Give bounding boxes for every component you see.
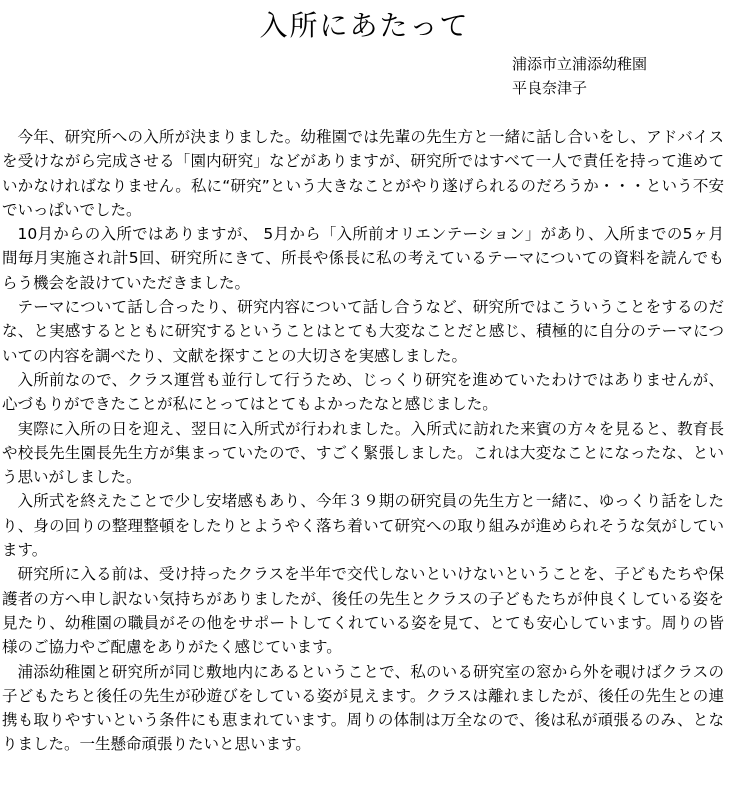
document-title: 入所にあたって	[259, 9, 470, 42]
paragraph: 浦添幼稚園と研究所が同じ敷地内にあるということで、私のいる研究室の窓から外を覗けばクラスの子どもたちと後任の先生が砂遊びをしている姿が見えます。クラスは離れましたが、後任の先生との連携も取りやすいという条件にも恵まれています。周りの体制は万全なので、後は私が頑張るのみ、となりました。一生懸命頑張りたいと思います。	[2, 662, 724, 754]
paragraph: 実際に入所の日を迎え、翌日に入所式が行われました。入所式に訪れた来賓の方々を見ると、教育長や校長先生園長先生方が集まっていたので、すごく緊張しました。これは大変なことになったな、という思いがしました。	[2, 419, 724, 487]
paragraph: 今年、研究所への入所が決まりました。幼稚園では先輩の先生方と一緒に話し合いをし、アドバイスを受けながら完成させる「園内研究」などがありますが、研究所ではすべて一人で責任を持って進めていかなければなりません。私に“研究”という大きなことがやり遂げられるのだろうか・・・という不安でいっぱいでした。	[2, 128, 724, 219]
author-name: 平良奈津子	[512, 79, 588, 97]
paragraph: 入所前なので、クラス運営も並行して行うため、じっくり研究を進めていたわけではありませんが、心づもりができたことが私にとってはとてもよかったなと感じました。	[2, 370, 724, 414]
paragraph: テーマについて話し合ったり、研究内容について話し合うなど、研究所ではこういうことをするのだな、と実感するとともに研究するということはとても大変なことだと感じ、積極的に自分のテーマについての内容を調べたり、文献を探すことの大切さを実感しました。	[2, 298, 724, 365]
author-affiliation: 浦添市立浦添幼稚園	[512, 55, 648, 73]
paragraph: 入所式を終えたことで少し安堵感もあり、今年３９期の研究員の先生方と一緒に、ゆっくり話をしたり、身の回りの整理整頓をしたりとようやく落ち着いて研究への取り組みが進められそうな気がしています。	[2, 492, 724, 560]
paragraph: 10月からの入所ではありますが、 5月から「入所前オリエンテーション」があり、入所までの5ヶ月間毎月実施され計5回、研究所にきて、所長や係長に私の考えているテーマについての資料を読んでもらう機会を設けていただきました。	[2, 225, 724, 292]
paragraph: 研究所に入る前は、受け持ったクラスを半年で交代しないといけないということを、子どもたちや保護者の方へ申し訳ない気持ちがありましたが、後任の先生とクラスの子どもたちが仲良くしている姿を見たり、幼稚園の職員がその他をサポートしてくれている姿を見て、とても安心しています。周りの皆様のご協力やご配慮をありがたく感じています。	[2, 565, 724, 657]
byline	[512, 52, 647, 100]
document-body	[2, 125, 724, 757]
